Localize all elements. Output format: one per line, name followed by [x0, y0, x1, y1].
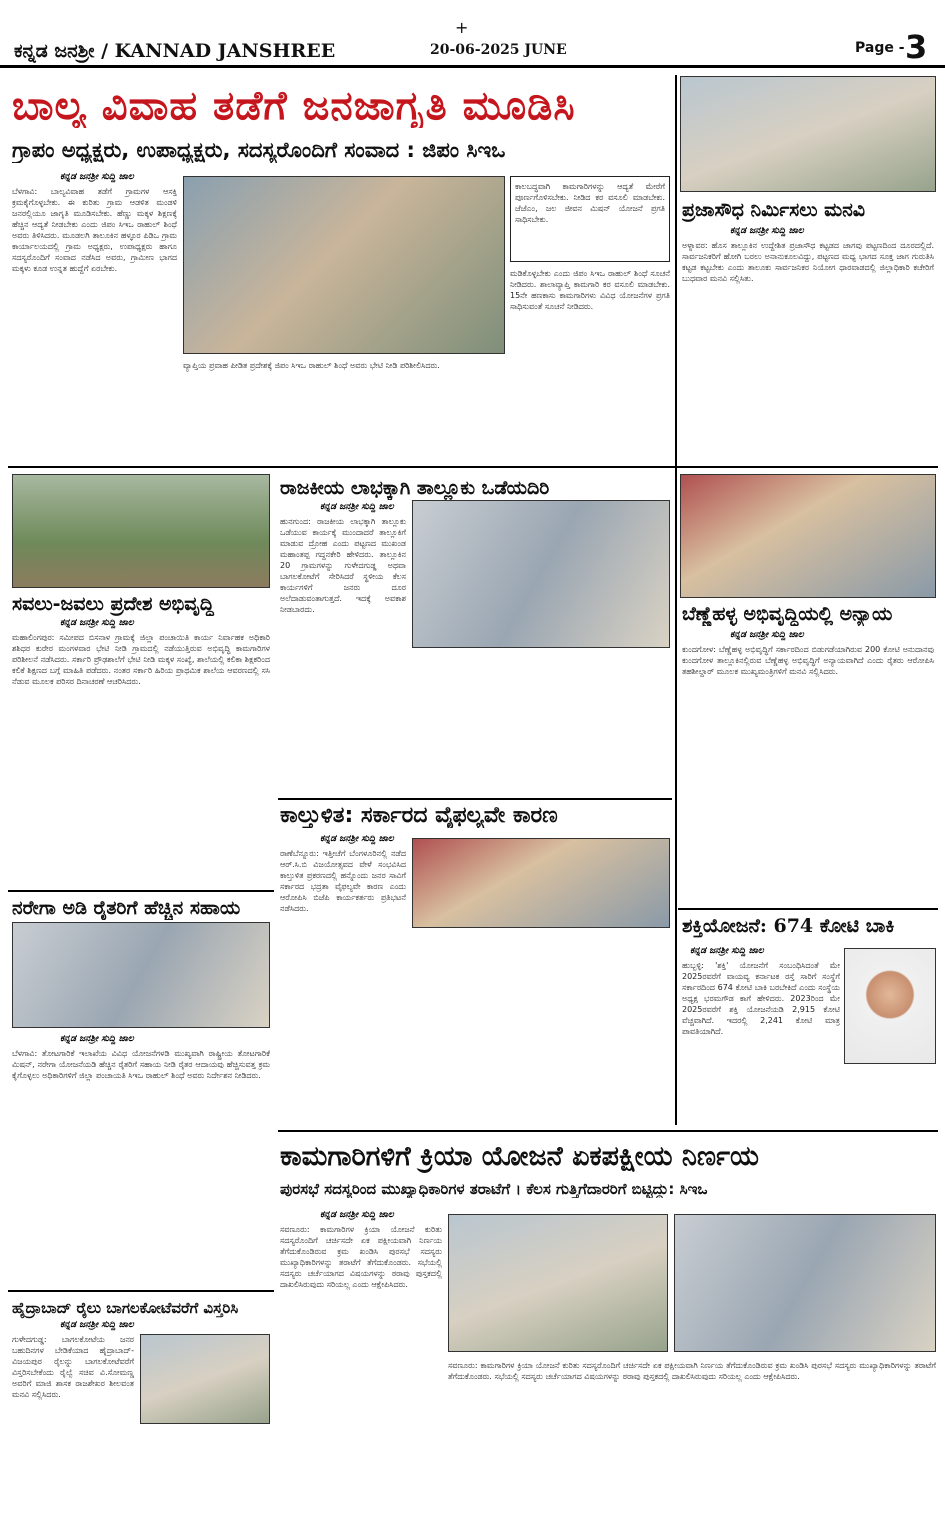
rajakeeya-byline: ಕನ್ನಡ ಜನಶ್ರೀ ಸುದ್ದಿ ಜಾಲ: [320, 502, 394, 512]
kalluthita-photo: [412, 838, 670, 928]
narega-photo: [12, 922, 270, 1028]
bennehalla-byline: ಕನ್ನಡ ಜನಶ್ರೀ ಸುದ್ದಿ ಜಾಲ: [730, 630, 804, 640]
section-rule: [278, 798, 672, 800]
kamagari-photo-2: [674, 1214, 936, 1352]
savalu-byline: ಕನ್ನಡ ಜನಶ್ರೀ ಸುದ್ದಿ ಜಾಲ: [60, 618, 134, 628]
kalluthita-byline: ಕನ್ನಡ ಜನಶ್ರೀ ಸುದ್ದಿ ಜಾಲ: [320, 834, 394, 844]
bennehalla-body: ಕುಂದಗೋಳ: ಬೆಣ್ಣೆಹಳ್ಳ ಅಭಿವೃದ್ಧಿಗೆ ಸರ್ಕಾರದಿಂದ ಬಿಡುಗಡೆಯಾಗಿರುವ 200 ಕೋಟಿ ಅನುದಾನವು ಕುಂದಗೋಳ ತಾಲ್ಲೂಕಿನಲ್ಲಿರುವ ಬೆಣ್ಣೆಹಳ್ಳ ಅಭಿವೃದ್ಧಿಗೆ ಅನ್ಯಾಯವಾಗಿದೆ ಎಂದು ರೈತರು ಆರೋಪಿಸಿ ತಹಶೀಲ್ದಾರ್ ಮೂಲಕ ಮುಖ್ಯಮಂತ್ರಿಗಳಿಗೆ ಮನವಿ ಸಲ್ಲಿಸಿದರು.: [682, 645, 934, 676]
page-number: 3: [905, 28, 928, 66]
narega-body: ಬೆಳಗಾವಿ: ತೋಟಗಾರಿಕೆ ಇಲಾಖೆಯ ವಿವಿಧ ಯೋಜನೆಗಳಡಿ ಮುಖ್ಯವಾಗಿ ರಾಷ್ಟ್ರೀಯ ತೋಟಗಾರಿಕೆ ಮಿಷನ್, ನರೇಗಾ ಯೋಜನೆಯಡಿ ಹೆಚ್ಚಿನ ರೈತರಿಗೆ ಸಹಾಯ ನೀಡಿ ರೈತರ ಆದಾಯವು ಹೆಚ್ಚಿಸುವತ್ತ ಕ್ರಮ ಕೈಗೊಳ್ಳಲು ಅಧಿಕಾರಿಗಳಿಗೆ ಜಿಲ್ಲಾ ಪಂಚಾಯತಿ ಸಿಇಒ ರಾಹುಲ್ ಶಿಂಧೆ ಅವರು ನಿರ್ದೇಶನ ನೀಡಿದರು.: [12, 1049, 270, 1080]
narega-byline: ಕನ್ನಡ ಜನಶ್ರೀ ಸುದ್ದಿ ಜಾಲ: [60, 1034, 134, 1044]
column-rule: [675, 75, 677, 1125]
narega-title: ನರೇಗಾ ಅಡಿ ರೈತರಿಗೆ ಹೆಚ್ಚಿನ ಸಹಾಯ: [12, 897, 241, 919]
lead-byline: ಕನ್ನಡ ಜನಶ್ರೀ ಸುದ್ದಿ ಜಾಲ: [60, 172, 134, 182]
rajakeeya-body: ಹುನಗುಂದ: ರಾಜಕೀಯ ಲಾಭಕ್ಕಾಗಿ ತಾಲ್ಲೂಕು ಒಡೆಯುವ ಕಾರ್ಯಕ್ಕೆ ಮುಂದಾದರೆ ತಾಲ್ಲೂಕಿಗೆ ಮಾಡುವ ದ್ರೋಹ ಎಂದು ಪಟ್ಟಣದ ಮುಖಂಡ ಮಹಾಂತಪ್ಪ ಗದ್ದನಕೇರಿ ಹೇಳಿದರು. ತಾಲ್ಲೂಕಿನ 20 ಗ್ರಾಮಗಳನ್ನು ಗುಳೇದಗುಡ್ಡ ಅಥವಾ ಬಾಗಲಕೋಟೆಗೆ ಸೇರಿಸಿದರೆ ಸ್ಥಳೀಯ ಕೆಲಸ ಕಾರ್ಯಗಳಿಗೆ ಜನರು ದೂರ ಅಲೆದಾಡುವಂತಾಗುತ್ತದೆ. ಇದಕ್ಕೆ ಅವಕಾಶ ನೀಡಬಾರದು.: [280, 517, 406, 614]
shakti-body: ಹುಬ್ಬಳ್ಳಿ: 'ಶಕ್ತಿ' ಯೋಜನೆಗೆ ಸಂಬಂಧಿಸಿದಂತೆ ಮೇ 2025ರವರೆಗೆ ವಾಯವ್ಯ ಕರ್ನಾಟಕ ರಸ್ತೆ ಸಾರಿಗೆ ಸಂಸ್ಥೆಗೆ ಸರ್ಕಾರದಿಂದ 674 ಕೋಟಿ ಬಾಕಿ ಬರಬೇಕಿದೆ ಎಂದು ಸಂಸ್ಥೆಯ ಅಧ್ಯಕ್ಷ ಭರಮಗೌಡ ಕಾಗೆ ಹೇಳಿದರು. 2023ರಿಂದ ಮೇ 2025ರವರೆಗೆ ಶಕ್ತಿ ಯೋಜನೆಯಡಿ 2,915 ಕೋಟಿ ವೆಚ್ಚವಾಗಿದೆ. ಇದರಲ್ಲಿ 2,241 ಕೋಟಿ ಮಾತ್ರ ಪಾವತಿಯಾಗಿದೆ.: [682, 961, 840, 1036]
lead-pullquote-box: [510, 176, 670, 262]
section-rule: [8, 466, 938, 468]
lead-headline: ಬಾಲ್ಯ ವಿವಾಹ ತಡೆಗೆ ಜನಜಾಗೃತಿ ಮೂಡಿಸಿ: [12, 84, 576, 128]
kalluthita-title: ಕಾಲ್ತುಳಿತ: ಸರ್ಕಾರದ ವೈಫಲ್ಯವೇ ಕಾರಣ: [280, 804, 558, 828]
shakti-title: ಶಕ್ತಿಯೋಜನೆ: 674 ಕೋಟಿ ಬಾಕಿ: [682, 915, 895, 937]
page-label: Page -: [855, 40, 905, 56]
prajasoudha-byline: ಕನ್ನಡ ಜನಶ್ರೀ ಸುದ್ದಿ ಜಾಲ: [730, 226, 804, 236]
lead-subhead: ಗ್ರಾಪಂ ಅಧ್ಯಕ್ಷರು, ಉಪಾಧ್ಯಕ್ಷರು, ಸದಸ್ಯರೊಂದಿಗೆ ಸಂವಾದ : ಜಿಪಂ ಸಿಇಒ: [12, 138, 506, 162]
shakti-byline: ಕನ್ನಡ ಜನಶ್ರೀ ಸುದ್ದಿ ಜಾಲ: [690, 946, 764, 956]
section-rule: [8, 1290, 274, 1292]
brand: ಕನ್ನಡ ಜನಶ್ರೀ / KANNAD JANSHREE: [14, 40, 336, 62]
prajasoudha-photo: [680, 76, 936, 192]
hyderabad-body: ಗುಳೇದಗುಡ್ಡ: ಬಾಗಲಕೋಟೆಯ ಜನರ ಬಹುದಿನಗಳ ಬೇಡಿಕೆಯಾದ ಹೈದ್ರಾಬಾದ್-ವಿಜಯಪುರ ರೈಲನ್ನು ಬಾಗಲಕೋಟೆವರೆಗೆ ವಿಸ್ತರಿಸಬೇಕೆಂದು ರೈಲ್ವೆ ಸಚಿವ ವಿ.ಸೋಮಣ್ಣ ಅವರಿಗೆ ಮಾಜಿ ಶಾಸಕ ರಾಜಶೇಖರ ಶೀಲವಂತ ಮನವಿ ಸಲ್ಲಿಸಿದರು.: [12, 1335, 134, 1399]
hyderabad-photo: [140, 1334, 270, 1424]
section-rule: [8, 890, 274, 892]
registration-mark: +: [455, 18, 469, 37]
lead-caption: ವ್ಯಾಪ್ತಿಯ ಪ್ರವಾಹ ಪೀಡಿತ ಪ್ರದೇಶಕ್ಕೆ ಜಿಪಂ ಸಿಇಒ ರಾಹುಲ್ ಶಿಂಧೆ ಅವರು ಭೇಟಿ ನೀಡಿ ಪರಿಶೀಲಿಸಿದರು.: [183, 361, 440, 370]
hyderabad-title: ಹೈದ್ರಾಬಾದ್ ರೈಲು ಬಾಗಲಕೋಟೆವರೆಗೆ ವಿಸ್ತರಿಸಿ: [12, 1299, 239, 1317]
bennehalla-title: ಬೆಣ್ಣೆಹಳ್ಳ ಅಭಿವೃದ್ಧಿಯಲ್ಲಿ ಅನ್ಯಾಯ: [682, 603, 893, 625]
section-rule: [278, 1130, 938, 1132]
hyderabad-byline: ಕನ್ನಡ ಜನಶ್ರೀ ಸುದ್ದಿ ಜಾಲ: [60, 1320, 134, 1330]
bennehalla-photo: [680, 474, 936, 598]
kamagari-body-cont: ಸವಣೂರು: ಕಾಮಗಾರಿಗಳ ಕ್ರಿಯಾ ಯೋಜನೆ ಕುರಿತು ಸದಸ್ಯರೊಂದಿಗೆ ಚರ್ಚಿಸದೇ ಏಕ ಪಕ್ಷೀಯವಾಗಿ ನಿರ್ಣಯ ತೆಗೆದುಕೊಂಡಿರುವ ಕ್ರಮ ಖಂಡಿಸಿ ಪುರಸಭೆ ಸದಸ್ಯರು ಮುಖ್ಯಾಧಿಕಾರಿಗಳನ್ನು ತರಾಟೆಗೆ ತೆಗೆದುಕೊಂಡರು. ಸಭೆಯಲ್ಲಿ ಸದಸ್ಯರು ಚರ್ಚೆಯಾಗದ ವಿಷಯಗಳನ್ನು ಠರಾವು ಪುಸ್ತಕದಲ್ಲಿ ದಾಖಲಿಸಿರುವುದು ಸರಿಯಲ್ಲ ಎಂದು ಆಕ್ಷೇಪಿಸಿದರು.: [448, 1361, 936, 1381]
prajasoudha-title: ಪ್ರಜಾಸೌಧ ನಿರ್ಮಿಸಲು ಮನವಿ: [682, 199, 866, 221]
kamagari-photo-1: [448, 1214, 668, 1352]
lead-body-col2: ಮಡಿಕೊಳ್ಳಬೇಕು ಎಂದು ಜಿಪಂ ಸಿಇಒ ರಾಹುಲ್ ಶಿಂಧೆ ಸೂಚನೆ ನೀಡಿದರು. ಶಾಲಾವ್ಯಾಪ್ತಿ ಕಾಮಗಾರಿ ಕರ ವಸೂಲಿ ಮಾಡಬೇಕು. 15ನೇ ಹಣಕಾಸು ಕಾಮಗಾರಿಗಳು ವಿವಿಧ ಯೋಜನೆಗಳ ಪ್ರಗತಿ ಸಾಧಿಸುವಂತೆ ಸೂಚನೆ ನೀಡಿದರು.: [510, 269, 670, 311]
kalluthita-body: ರಾಣೆಬೆನ್ನೂರು: ಇತ್ತೀಚೆಗೆ ಬೆಂಗಳೂರಿನಲ್ಲಿ ನಡೆದ ಆರ್.ಸಿ.ಬಿ ವಿಜಯೋತ್ಸವದ ವೇಳೆ ಸಂಭವಿಸಿದ ಕಾಲ್ತುಳಿತ ಪ್ರಕರಣದಲ್ಲಿ ಹನ್ನೊಂದು ಜನರ ಸಾವಿಗೆ ಸರ್ಕಾರದ ಭದ್ರತಾ ವೈಫಲ್ಯವೇ ಕಾರಣ ಎಂದು ಆರೋಪಿಸಿ ಬಿಜೆಪಿ ಕಾರ್ಯಕರ್ತರು ಪ್ರತಿಭಟನೆ ನಡೆಸಿದರು.: [280, 849, 406, 913]
kamagari-title: ಕಾಮಗಾರಿಗಳಿಗೆ ಕ್ರಿಯಾ ಯೋಜನೆ ಏಕಪಕ್ಷೀಯ ನಿರ್ಣಯ: [280, 1141, 759, 1172]
lead-pullquote: ಕಾಲಬದ್ಧವಾಗಿ ಕಾಮಗಾರಿಗಳನ್ನು ಆದ್ಯತೆ ಮೇರೆಗೆ ಪೂರ್ಣಗೊಳಿಸಬೇಕು. ನೀಡಿದ ಕರ ವಸೂಲಿ ಮಾಡಬೇಕು. ಜೆಜೆಎಂ, ಜಲ ಜೀವನ ಮಿಷನ್ ಯೋಜನೆ ಪ್ರಗತಿ ಸಾಧಿಸಬೇಕು.: [515, 182, 665, 224]
kamagari-byline: ಕನ್ನಡ ಜನಶ್ರೀ ಸುದ್ದಿ ಜಾಲ: [320, 1210, 394, 1220]
kamagari-body: ಸವಣೂರು: ಕಾಮಗಾರಿಗಳ ಕ್ರಿಯಾ ಯೋಜನೆ ಕುರಿತು ಸದಸ್ಯರೊಂದಿಗೆ ಚರ್ಚಿಸದೇ ಏಕ ಪಕ್ಷೀಯವಾಗಿ ನಿರ್ಣಯ ತೆಗೆದುಕೊಂಡಿರುವ ಕ್ರಮ ಖಂಡಿಸಿ ಪುರಸಭೆ ಸದಸ್ಯರು ಮುಖ್ಯಾಧಿಕಾರಿಗಳನ್ನು ತರಾಟೆಗೆ ತೆಗೆದುಕೊಂಡರು. ಸಭೆಯಲ್ಲಿ ಸದಸ್ಯರು ಚರ್ಚೆಯಾಗದ ವಿಷಯಗಳನ್ನು ಠರಾವು ಪುಸ್ತಕದಲ್ಲಿ ದಾಖಲಿಸಿರುವುದು ಸರಿಯಲ್ಲ ಎಂದು ಆಕ್ಷೇಪಿಸಿದರು.: [280, 1225, 442, 1289]
masthead: [0, 0, 945, 68]
lead-photo: [183, 176, 505, 354]
rajakeeya-title: ರಾಜಕೀಯ ಲಾಭಕ್ಕಾಗಿ ತಾಲ್ಲೂಕು ಒಡೆಯದಿರಿ: [280, 477, 550, 499]
savalu-body: ಮಹಾಲಿಂಗಪುರ: ಸಮೀಪದ ಬಿಸನಾಳ ಗ್ರಾಮಕ್ಕೆ ಜಿಲ್ಲಾ ಪಂಚಾಯಿತಿ ಕಾರ್ಯ ನಿರ್ವಾಹಕ ಅಧಿಕಾರಿ ಶಶಿಧರ ಕುರೇರ ಮಂಗಳವಾರ ಭೇಟಿ ನೀಡಿ ಗ್ರಾಮದಲ್ಲಿ ನಡೆಯುತ್ತಿರುವ ಅಭಿವೃದ್ಧಿ ಕಾಮಗಾರಿಗಳ ಪರಿಶೀಲನೆ ನಡೆಸಿದರು. ಸರ್ಕಾರಿ ಪ್ರೌಢಶಾಲೆಗೆ ಭೇಟಿ ನೀಡಿ ಮಕ್ಕಳ ಸಂಖ್ಯೆ, ಶಾಲೆಯಲ್ಲಿ ಕಲಿಕಾ ಶಿಕ್ಷಕರಿಂದ ಕಲಿಕೆ ಶಿಕ್ಷಣದ ಬಗ್ಗೆ ಮಾಹಿತಿ ಪಡೆದರು. ನಂತರ ಸರ್ಕಾರಿ ಹಿರಿಯ ಪ್ರಾಥಮಿಕ ಶಾಲೆಯ ಆವರಣದಲ್ಲಿ ಸಸಿ ನೆಡುವ ಮೂಲಕ ಪರಿಸರ ದಿನಾಚರಣೆ ಆಚರಿಸಿದರು.: [12, 633, 270, 686]
savalu-photo: [12, 474, 270, 588]
kamagari-subhead: ಪುರಸಭೆ ಸದಸ್ಯರಿಂದ ಮುಖ್ಯಾಧಿಕಾರಿಗಳ ತರಾಟೆಗೆ । ಕೆಲಸ ಗುತ್ತಿಗೆದಾರರಿಗೆ ಬಿಟ್ಟಿದ್ದು: ಸಿಇಒ: [280, 1180, 708, 1198]
shakti-portrait: [844, 948, 936, 1064]
lead-body-col1: ಬೆಳಗಾವಿ: ಬಾಲ್ಯವಿವಾಹ ತಡೆಗೆ ಗ್ರಾಮಗಳ ಆಸಕ್ತಿ ಕ್ರಮಕೈಗೊಳ್ಳಬೇಕು. ಈ ಕುರಿತು ಗ್ರಾಮ ಆಡಳಿತ ಮಂಡಳಿ ಜನರಲ್ಲಿಯೂ ಜಾಗೃತಿ ಮೂಡಿಸಬೇಕು. ಹೆಣ್ಣು ಮಕ್ಕಳ ಶಿಕ್ಷಣಕ್ಕೆ ಹೆಚ್ಚಿನ ಆದ್ಯತೆ ನೀಡಬೇಕು ಎಂದು ಜಿಪಂ ಸಿಇಒ ರಾಹುಲ್ ಶಿಂಧೆ ಅವರು ತಿಳಿಸಿದರು. ಮೂಡಲಗಿ ತಾಲೂಕಿನ ಹಳ್ಳೂರ ಪಿಡಿಒ ಗ್ರಾಮ ಕಾರ್ಯಾಲಯದಲ್ಲಿ ಗ್ರಾಮ ಅಧ್ಯಕ್ಷರು, ಉಪಾಧ್ಯಕ್ಷರು ಹಾಗೂ ಸದಸ್ಯರೊಂದಿಗೆ ಸಂವಾದ ನಡೆಸಿದ ಅವರು, ಗ್ರಾಮೀಣ ಭಾಗದ ಮಕ್ಕಳು ಕೂಡ ಉನ್ನತ ಹುದ್ದೆಗೆ ಏರಬೇಕು.: [12, 187, 177, 273]
rajakeeya-photo: [412, 500, 670, 648]
issue-date: 20-06-2025 JUNE: [430, 42, 567, 58]
section-rule: [678, 908, 938, 910]
prajasoudha-body: ಅಳ್ನಾವರ: ಹೊಸ ತಾಲ್ಲೂಕಿನ ಉದ್ದೇಶಿತ ಪ್ರಜಾಸೌಧ ಕಟ್ಟಡದ ಜಾಗವು ಪಟ್ಟಣದಿಂದ ದೂರದಲ್ಲಿದೆ. ಸಾರ್ವಜನಿಕರಿಗೆ ಹೋಗಿ ಬರಲು ಅನಾನುಕೂಲವಿದ್ದು, ಪಟ್ಟಣದ ಮಧ್ಯ ಭಾಗದ ಸೂಕ್ತ ಜಾಗ ಗುರುತಿಸಿ ಕಟ್ಟಡ ಕಟ್ಟಬೇಕು ಎಂದು ತಾಲೂಕು ಸಾರ್ವಜನಿಕರ ನಿಯೋಗ ಧಾರವಾಡದಲ್ಲಿ ಜಿಲ್ಲಾಧಿಕಾರಿ ಕಚೇರಿಗೆ ಬುಧವಾರ ಮನವಿ ಸಲ್ಲಿಸಿತು.: [682, 241, 934, 283]
savalu-title: ಸವಲು-ಜವಲು ಪ್ರದೇಶ ಅಭಿವೃದ್ಧಿ: [12, 593, 214, 615]
